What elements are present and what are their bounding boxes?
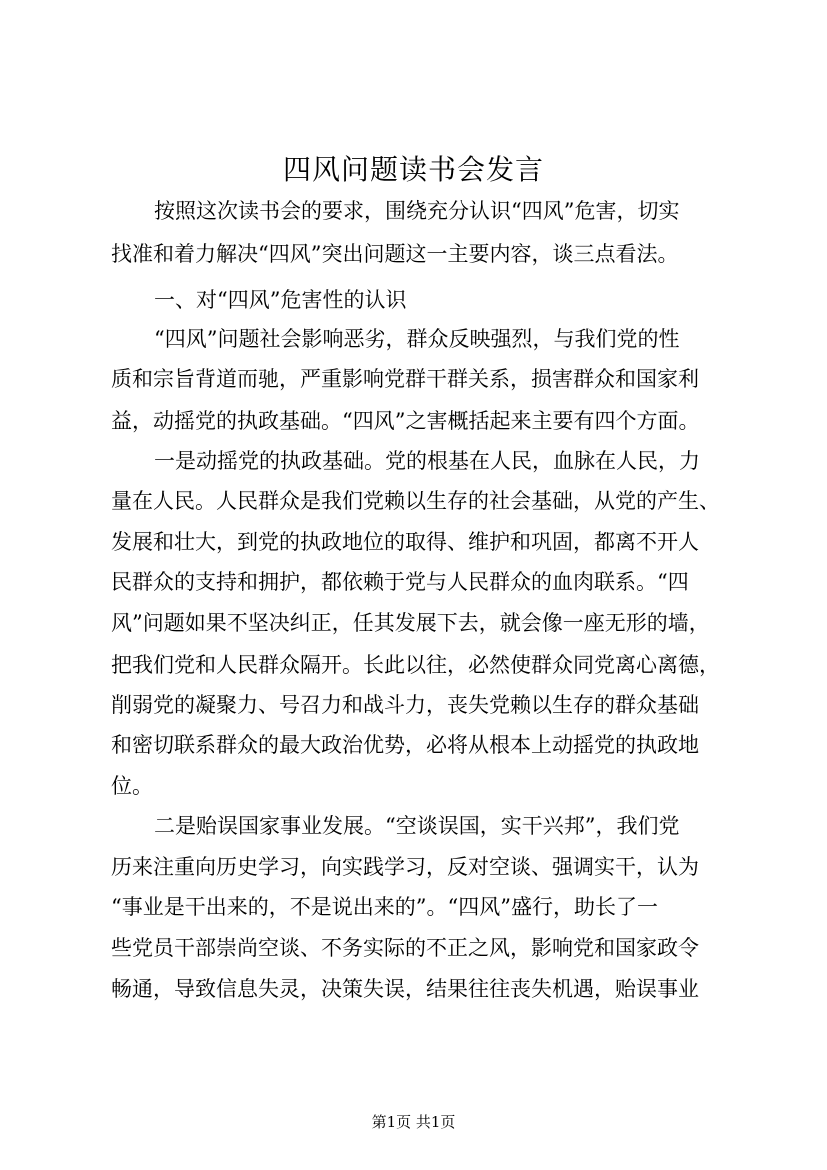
page-number: 第1页 共1页 (371, 1113, 456, 1131)
text-line: 和密切联系群众的最大政治优势，必将从根本上动摇党的执政地 (111, 733, 699, 757)
text-line: 发展和壮大，到党的执政地位的取得、维护和巩固，都离不开人 (111, 530, 699, 554)
text-line: “事业是干出来的，不是说出来的”。“四风”盛行，助长了一 (111, 895, 658, 919)
text-line: 历来注重向历史学习，向实践学习，反对空谈、强调实干，认为 (111, 855, 699, 879)
text-line: 一是动摇党的执政基础。党的根基在人民，血脉在人民，力 (154, 449, 700, 473)
text-line: 风”问题如果不坚决纠正，任其发展下去，就会像一座无形的墙， (111, 611, 710, 635)
text-line: 益，动摇党的执政基础。“四风”之害概括起来主要有四个方面。 (111, 409, 700, 433)
page-title: 四风问题读书会发言 (282, 153, 544, 186)
text-line: “四风”问题社会影响恶劣，群众反映强烈，与我们党的性 (154, 327, 680, 351)
text-line: 些党员干部崇尚空谈、不务实际的不正之风，影响党和国家政令 (111, 936, 699, 960)
text-line: 按照这次读书会的要求，围绕充分认识“四风”危害，切实 (154, 199, 680, 223)
text-line: 削弱党的凝聚力、号召力和战斗力，丧失党赖以生存的群众基础 (111, 693, 699, 717)
text-line: 位。 (111, 774, 153, 798)
text-line: 民群众的支持和拥护，都依赖于党与人民群众的血肉联系。“四 (111, 570, 689, 594)
text-line: 二是贻误国家事业发展。“空谈误国，实干兴邦”，我们党 (154, 814, 680, 838)
text-line: 找准和着力解决“四风”突出问题这一主要内容，谈三点看法。 (111, 242, 679, 266)
text-line: 质和宗旨背道而驰，严重影响党群干群关系，损害群众和国家利 (111, 367, 699, 391)
text-line: 畅通，导致信息失灵，决策失误，结果往往丧失机遇，贻误事业 (111, 977, 699, 1001)
section-heading: 一、对“四风”危害性的认识 (154, 288, 407, 312)
text-line: 量在人民。人民群众是我们党赖以生存的社会基础，从党的产生、 (111, 489, 720, 513)
text-line: 把我们党和人民群众隔开。长此以往，必然使群众同党离心离德， (111, 653, 720, 677)
